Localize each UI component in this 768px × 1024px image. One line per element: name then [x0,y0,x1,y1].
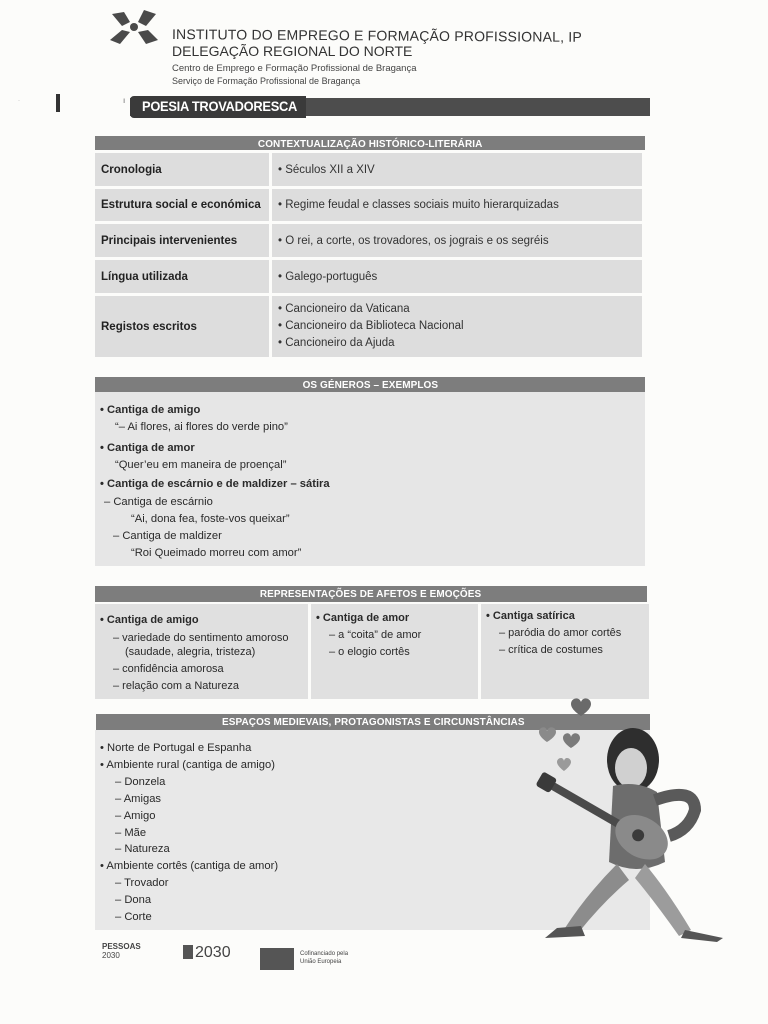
portugal2030-logo: 2030 [183,944,231,962]
heart-icon [563,733,580,748]
heart-icon [539,727,556,742]
institute-name: INSTITUTO DO EMPREGO E FORMAÇÃO PROFISSIONAL, IP [171,26,582,45]
context-heading: CONTEXTUALIZAÇÃO HISTÓRICO-LITERÁRIA [95,136,645,152]
row-label: Cronologia [95,152,271,188]
service-name: Serviço de Formação Profissional de Bragança [172,76,361,86]
list-item: – Trovador [115,877,169,889]
iefp-logo [108,6,160,48]
table-row [95,295,644,359]
repr-item: – variedade do sentimento amoroso [113,632,289,644]
repr-item: (saudade, alegria, tristeza) [125,646,256,658]
repr-item: – relação com a Natureza [113,680,239,692]
troubadour-illustration [505,690,745,950]
genre-title: • Cantiga de amigo [100,404,200,416]
genre-subtitle: – Cantiga de escárnio [104,496,213,508]
repr-title: • Cantiga de amor [316,612,409,624]
list-item: – Dona [115,894,152,906]
row-label: Registos escritos [95,295,271,359]
list-item: – Natureza [115,843,170,855]
row-value: • Regime feudal e classes sociais muito hierarquizadas [271,188,644,223]
list-item: • Ambiente cortês (cantiga de amor) [100,860,278,872]
list-item: • Ambiente rural (cantiga de amigo) [100,759,275,771]
repr-title: • Cantiga satírica [486,610,575,622]
repr-item: – a “coita” de amor [329,629,422,641]
representations-heading: REPRESENTAÇÕES DE AFETOS E EMOÇÕES [95,586,647,602]
heart-icon [557,758,571,771]
row-value: • O rei, a corte, os trovadores, os jograis e os segréis [271,223,644,259]
repr-item: – crítica de costumes [499,644,603,656]
genre-title: • Cantiga de amor [100,442,195,454]
repr-item: – paródia do amor cortês [499,627,622,639]
repr-col-satirica [481,604,649,699]
genres-box [95,392,645,566]
repr-item: – confidência amorosa [113,663,224,675]
repr-item: – o elogio cortês [329,646,410,658]
list-item: • Norte de Portugal e Espanha [100,742,251,754]
row-value: • Séculos XII a XIV [271,152,644,188]
heart-icon [571,698,591,716]
scan-mark [56,94,60,112]
repr-col-amigo [95,604,308,699]
row-value: • Galego-português [271,259,644,295]
delegation-name: DELEGAÇÃO REGIONAL DO NORTE [172,43,413,59]
genre-example: “Quer’eu em maneira de proençal” [115,459,287,471]
scan-mark: ı [123,96,126,105]
list-item: – Amigo [115,810,156,822]
table-row [95,152,644,188]
genres-heading: OS GÉNEROS – EXEMPLOS [95,377,645,393]
spaces-heading: ESPAÇOS MEDIEVAIS, PROTAGONISTAS E CIRCUNSTÂNCIAS [96,714,650,730]
row-value: • Cancioneiro da Vaticana • Cancioneiro da Biblioteca Nacional • Cancioneiro da Ajuda [271,295,644,359]
table-row [95,188,644,223]
eu-cofinancing: Cofinanciado pela União Europeia [300,951,349,965]
pessoas-logo: PESSOAS 2030 [102,942,141,960]
eu-flag-icon [260,948,294,970]
genre-title: • Cantiga de escárnio e de maldizer – sátira [100,478,330,490]
list-item: – Mãe [115,827,147,839]
list-item: – Donzela [115,776,166,788]
scan-mark: · [18,98,20,104]
repr-col-amor [311,604,478,699]
page-title: POESIA TROVADORESCA [142,98,298,114]
table-row [95,259,644,295]
genre-example: “Ai, dona fea, foste-vos queixar” [131,513,290,525]
list-item: – Corte [115,911,152,923]
genre-subtitle: – Cantiga de maldizer [113,530,222,542]
row-label: Principais intervenientes [95,223,271,259]
context-table [95,150,645,360]
genre-example: “Roi Queimado morreu com amor” [131,547,302,559]
centre-name: Centro de Emprego e Formação Profissional de Bragança [172,63,417,74]
row-label: Língua utilizada [95,259,271,295]
genre-example: “– Ai flores, ai flores do verde pino” [115,421,288,433]
list-item: – Amigas [115,793,162,805]
row-label: Estrutura social e económica [95,188,271,223]
table-row [95,223,644,259]
repr-title: • Cantiga de amigo [100,614,199,626]
